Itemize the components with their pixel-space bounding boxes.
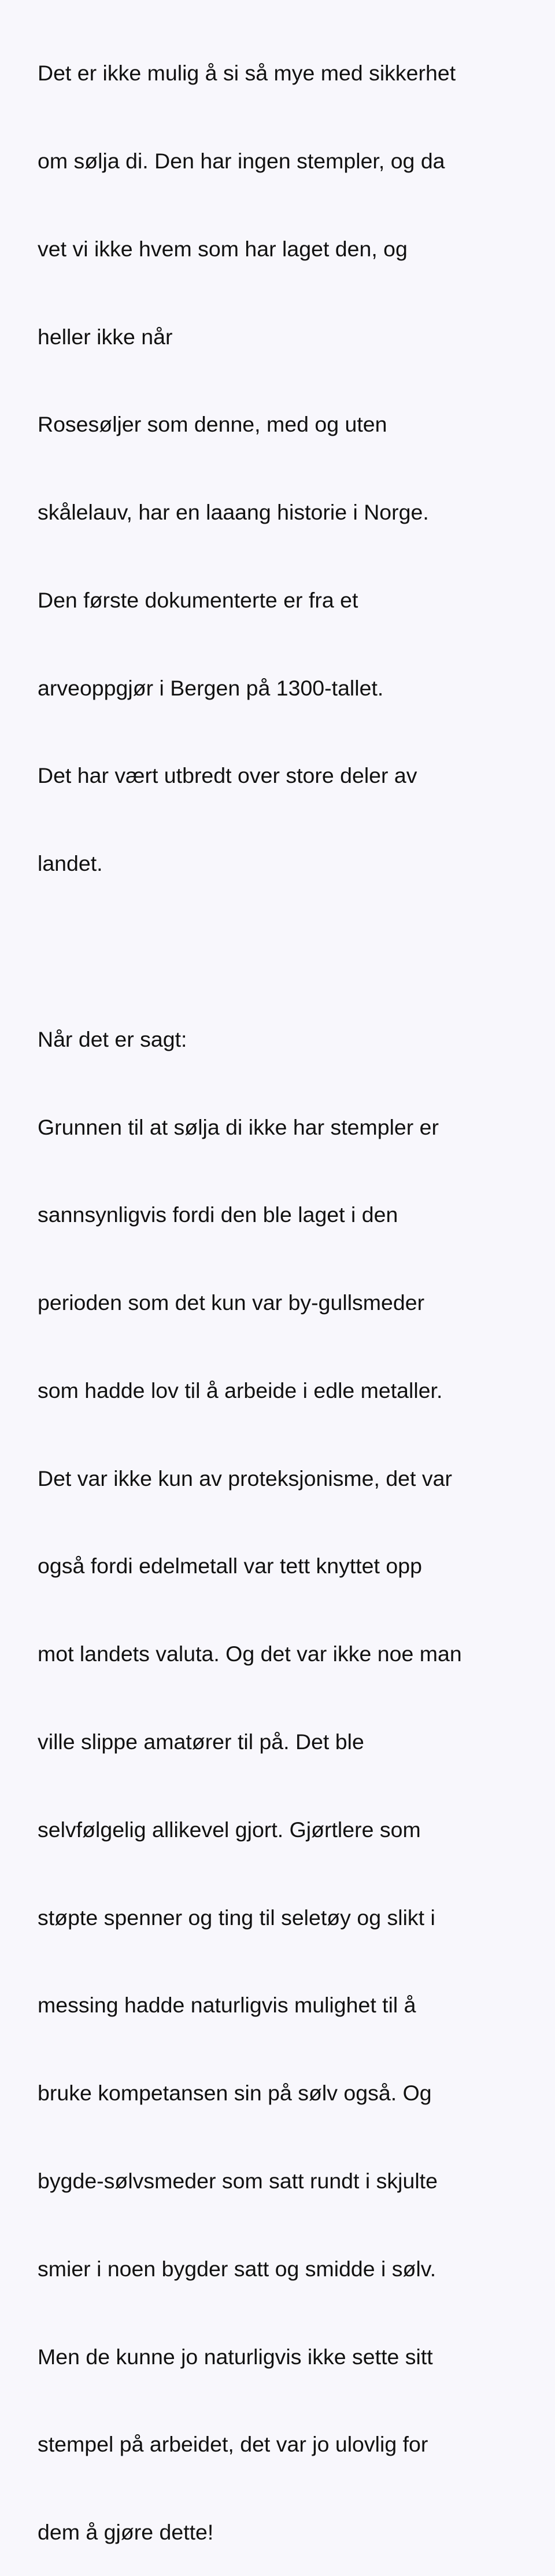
message-line: Det har vært utbredt over store deler av bbox=[38, 763, 417, 788]
message-line: Grunnen til at sølja di ikke har stempler er bbox=[38, 1114, 439, 1139]
message-line: landet. bbox=[38, 851, 103, 876]
message-line: bygde-sølvsmeder som satt rundt i skjulte bbox=[38, 2168, 438, 2193]
message-line: heller ikke når bbox=[38, 324, 173, 349]
message-line: dem å gjøre dette! bbox=[38, 2520, 214, 2545]
blank-line bbox=[38, 937, 546, 966]
message-line: vet vi ikke hvem som har laget den, og bbox=[38, 236, 408, 261]
message-line: stempel på arbeidet, det var jo ulovlig for bbox=[38, 2432, 428, 2457]
message-line: messing hadde naturligvis mulighet til å bbox=[38, 1993, 416, 2018]
message-line: Men de kunne jo naturligvis ikke sette sitt bbox=[38, 2344, 433, 2369]
message-line: støpte spenner og ting til seletøy og slikt i bbox=[38, 1905, 435, 1930]
message-line: bruke kompetansen sin på sølv også. Og bbox=[38, 2081, 432, 2106]
message-line: arveoppgjør i Bergen på 1300-tallet. bbox=[38, 675, 384, 700]
message-line: Rosesøljer som denne, med og uten bbox=[38, 412, 387, 437]
message-line: som hadde lov til å arbeide i edle metaller. bbox=[38, 1378, 443, 1403]
message-line: ville slippe amatører til på. Det ble bbox=[38, 1729, 364, 1754]
message-line: sannsynligvis fordi den ble laget i den bbox=[38, 1202, 398, 1227]
message-line: også fordi edelmetall var tett knyttet opp bbox=[38, 1554, 422, 1578]
message-line: mot landets valuta. Og det var ikke noe man bbox=[38, 1642, 462, 1666]
message-line: Den første dokumenterte er fra et bbox=[38, 587, 358, 612]
message-line: Når det er sagt: bbox=[38, 1026, 187, 1051]
message-line: om sølja di. Den har ingen stempler, og da bbox=[38, 148, 445, 173]
message-line: selvfølgelig allikevel gjort. Gjørtlere som bbox=[38, 1817, 421, 1842]
message-text bbox=[38, 0, 546, 2576]
message-line: Det er ikke mulig å si så mye med sikkerhet bbox=[38, 61, 456, 86]
message-line: smier i noen bygder satt og smidde i sølv. bbox=[38, 2256, 436, 2281]
message-line: Det var ikke kun av proteksjonisme, det var bbox=[38, 1466, 452, 1491]
message-line: skålelauv, har en laaang historie i Norge. bbox=[38, 500, 429, 525]
message-line: perioden som det kun var by-gullsmeder bbox=[38, 1290, 425, 1315]
